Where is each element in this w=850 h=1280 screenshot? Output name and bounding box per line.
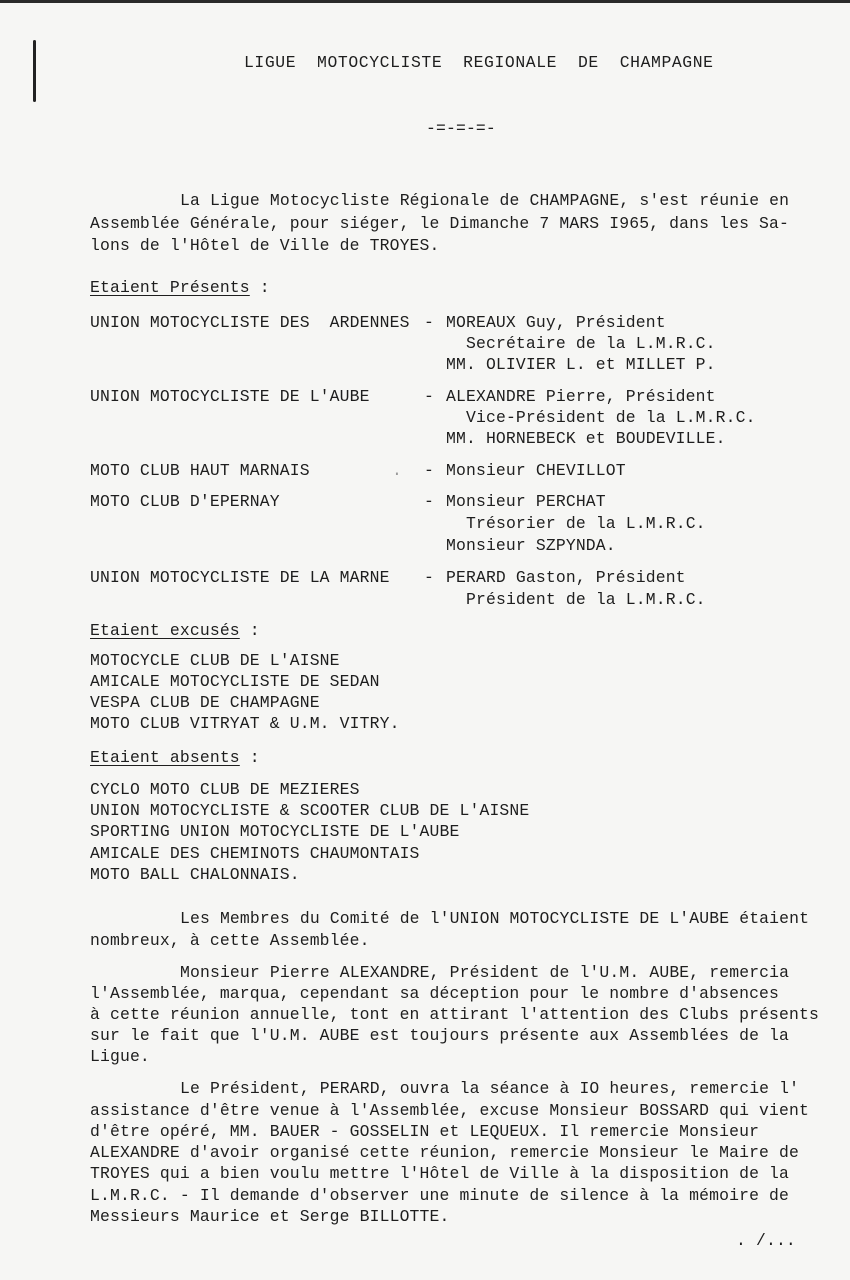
p2-line-5: Ligue. [90,1047,150,1066]
present-rep-2-line-3: MM. HORNEBECK et BOUDEVILLE. [446,429,726,448]
presents-heading-text: Etaient Présents [90,278,250,297]
p3-line-2: assistance d'être venue à l'Assemblée, excuse Monsieur BOSSARD qui vient [90,1101,809,1120]
p3-line-3: d'être opéré, MM. BAUER - GOSSELIN et LEQUEUX. Il remercie Monsieur [90,1122,760,1141]
present-rep-5-line-2: Président de la L.M.R.C. [466,590,706,609]
absents-heading-text: Etaient absents [90,748,240,767]
p3-line-1: Le Président, PERARD, ouvra la séance à IO heures, remercie l' [180,1079,800,1098]
intro-line-1: La Ligue Motocycliste Régionale de CHAMPAGNE, s'est réunie en [180,191,790,210]
p3-line-4: ALEXANDRE d'avoir organisé cette réunion, remercie Monsieur le Maire de [90,1143,800,1162]
p3-line-7: Messieurs Maurice et Serge BILLOTTE. [90,1207,450,1226]
present-dash-4: - [424,492,434,511]
binder-mark [33,40,36,102]
present-rep-4-line-2: Trésorier de la L.M.R.C. [466,514,706,533]
presents-heading [90,277,270,298]
present-rep-2-line-1: ALEXANDRE Pierre, Président [446,387,716,406]
present-dash-2: - [424,387,434,406]
present-club-5: UNION MOTOCYCLISTE DE LA MARNE [90,568,390,587]
absent-club-4: AMICALE DES CHEMINOTS CHAUMONTAIS [90,844,420,863]
p1-line-2: nombreux, à cette Assemblée. [90,931,370,950]
present-rep-4-line-1: Monsieur PERCHAT [446,492,606,511]
present-rep-1-line-2: Secrétaire de la L.M.R.C. [466,334,716,353]
intro-line-3: lons de l'Hôtel de Ville de TROYES. [90,236,440,255]
present-rep-4-line-3: Monsieur SZPYNDA. [446,536,616,555]
excused-club-3: VESPA CLUB DE CHAMPAGNE [90,693,320,712]
present-dash-3: - [424,461,434,480]
excused-club-4: MOTO CLUB VITRYAT & U.M. VITRY. [90,714,400,733]
p2-line-2: l'Assemblée, marqua, cependant sa déception pour le nombre d'absences [90,984,780,1003]
present-club-2: UNION MOTOCYCLISTE DE L'AUBE [90,387,370,406]
present-dot-3: . [392,461,405,480]
present-rep-1-line-3: MM. OLIVIER L. et MILLET P. [446,355,716,374]
intro-line-2: Assemblée Générale, pour siéger, le Dimanche 7 MARS I965, dans les Sa- [90,214,790,233]
excuses-heading [90,620,260,641]
present-club-4: MOTO CLUB D'EPERNAY [90,492,280,511]
excused-club-2: AMICALE MOTOCYCLISTE DE SEDAN [90,672,380,691]
p2-line-4: sur le fait que l'U.M. AUBE est toujours présente aux Assemblées de la [90,1026,790,1045]
present-club-1: UNION MOTOCYCLISTE DES ARDENNES [90,313,410,332]
excuses-heading-colon: : [239,621,260,640]
p1-line-1: Les Membres du Comité de l'UNION MOTOCYCLISTE DE L'AUBE étaient [180,909,810,928]
presents-heading-colon: : [249,278,270,297]
absent-club-2: UNION MOTOCYCLISTE & SCOOTER CLUB DE L'AISNE [90,801,530,820]
present-rep-1-line-1: MOREAUX Guy, Président [446,313,666,332]
present-dash-5: - [424,568,434,587]
present-rep-3-line-1: Monsieur CHEVILLOT [446,461,626,480]
excused-club-1: MOTOCYCLE CLUB DE L'AISNE [90,651,340,670]
page-continuation: . /... [736,1231,796,1250]
present-dash-1: - [424,313,434,332]
absent-club-3: SPORTING UNION MOTOCYCLISTE DE L'AUBE [90,822,460,841]
p2-line-1: Monsieur Pierre ALEXANDRE, Président de l'U.M. AUBE, remercia [180,963,790,982]
absent-club-5: MOTO BALL CHALONNAIS. [90,865,300,884]
absents-heading-colon: : [239,748,260,767]
present-rep-5-line-1: PERARD Gaston, Président [446,568,686,587]
title-separator: -=-=-=- [426,119,496,138]
document-title: LIGUE MOTOCYCLISTE REGIONALE DE CHAMPAGNE [244,53,714,72]
present-club-3: MOTO CLUB HAUT MARNAIS [90,461,310,480]
present-rep-2-line-2: Vice-Président de la L.M.R.C. [466,408,756,427]
absent-club-1: CYCLO MOTO CLUB DE MEZIERES [90,780,360,799]
excuses-heading-text: Etaient excusés [90,621,240,640]
p3-line-5: TROYES qui a bien voulu mettre l'Hôtel de Ville à la disposition de la [90,1164,790,1183]
p3-line-6: L.M.R.C. - Il demande d'observer une minute de silence à la mémoire de [90,1186,790,1205]
p2-line-3: à cette réunion annuelle, tont en attirant l'attention des Clubs présents [90,1005,819,1024]
absents-heading [90,747,260,768]
